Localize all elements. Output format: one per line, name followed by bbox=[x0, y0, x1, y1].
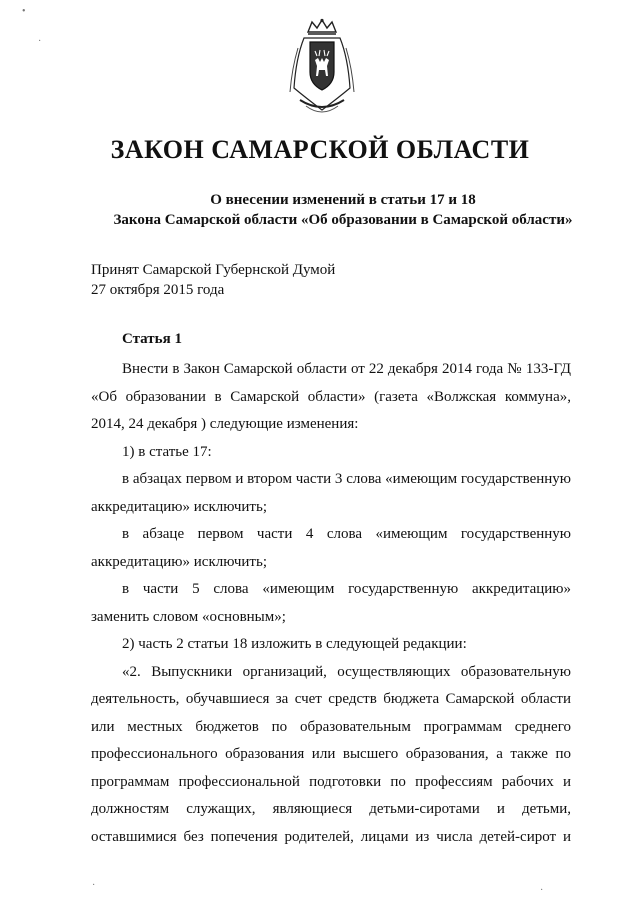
subtitle-line: Закона Самарской области «Об образовании в Самарской области» bbox=[113, 212, 573, 228]
adoption-date: 27 октября 2015 года bbox=[91, 282, 225, 298]
article-heading: Статья 1 bbox=[122, 331, 182, 347]
adoption-info bbox=[91, 260, 335, 300]
subtitle-line: О внесении изменений в статьи 17 и 18 bbox=[210, 192, 476, 208]
law-subtitle bbox=[60, 190, 626, 230]
scan-artifact: • bbox=[22, 6, 26, 17]
law-title: ЗАКОН САМАРСКОЙ ОБЛАСТИ bbox=[110, 135, 530, 164]
paragraph: 2) часть 2 статьи 18 изложить в следующей редакции: bbox=[122, 636, 467, 652]
paragraph: 1) в статье 17: bbox=[122, 443, 212, 460]
paragraph: в части 5 слова «имеющим государственную аккредитацию» заменить словом «основным»; bbox=[91, 581, 571, 625]
adopted-by: Принят Самарской Губернской Думой bbox=[91, 262, 336, 278]
scan-artifact: · bbox=[38, 36, 42, 47]
coat-of-arms-emblem bbox=[286, 18, 358, 120]
paragraph: в абзацах первом и втором части 3 слова «имеющим государственную аккредитацию» исключить; bbox=[91, 471, 571, 515]
article-body bbox=[91, 356, 571, 851]
paragraph: «2. Выпускники организаций, осуществляющих образовательную деятельность, обучавшиеся за счет средств бюджета Самарской области или местных бюджетов по образовательным программам среднего профессионального образования или высшего образования, а также по программам профессиональной подготовки по профессиям рабочих и должностям служащих, являющиеся детьми-сиротами и детьми, оставшимися без попечения родителей, лицами из числа детей-сирот и bbox=[91, 663, 571, 845]
paragraph: в абзаце первом части 4 слова «имеющим государственную аккредитацию» исключить; bbox=[91, 526, 571, 570]
paragraph: Внести в Закон Самарской области от 22 декабря 2014 года № 133-ГД «Об образовании в Самарской области» (газета «Волжская коммуна», 2014, 24 декабря ) следующие изменения: bbox=[91, 361, 571, 432]
scan-artifact: · bbox=[540, 885, 544, 896]
scan-artifact: · bbox=[92, 880, 96, 891]
